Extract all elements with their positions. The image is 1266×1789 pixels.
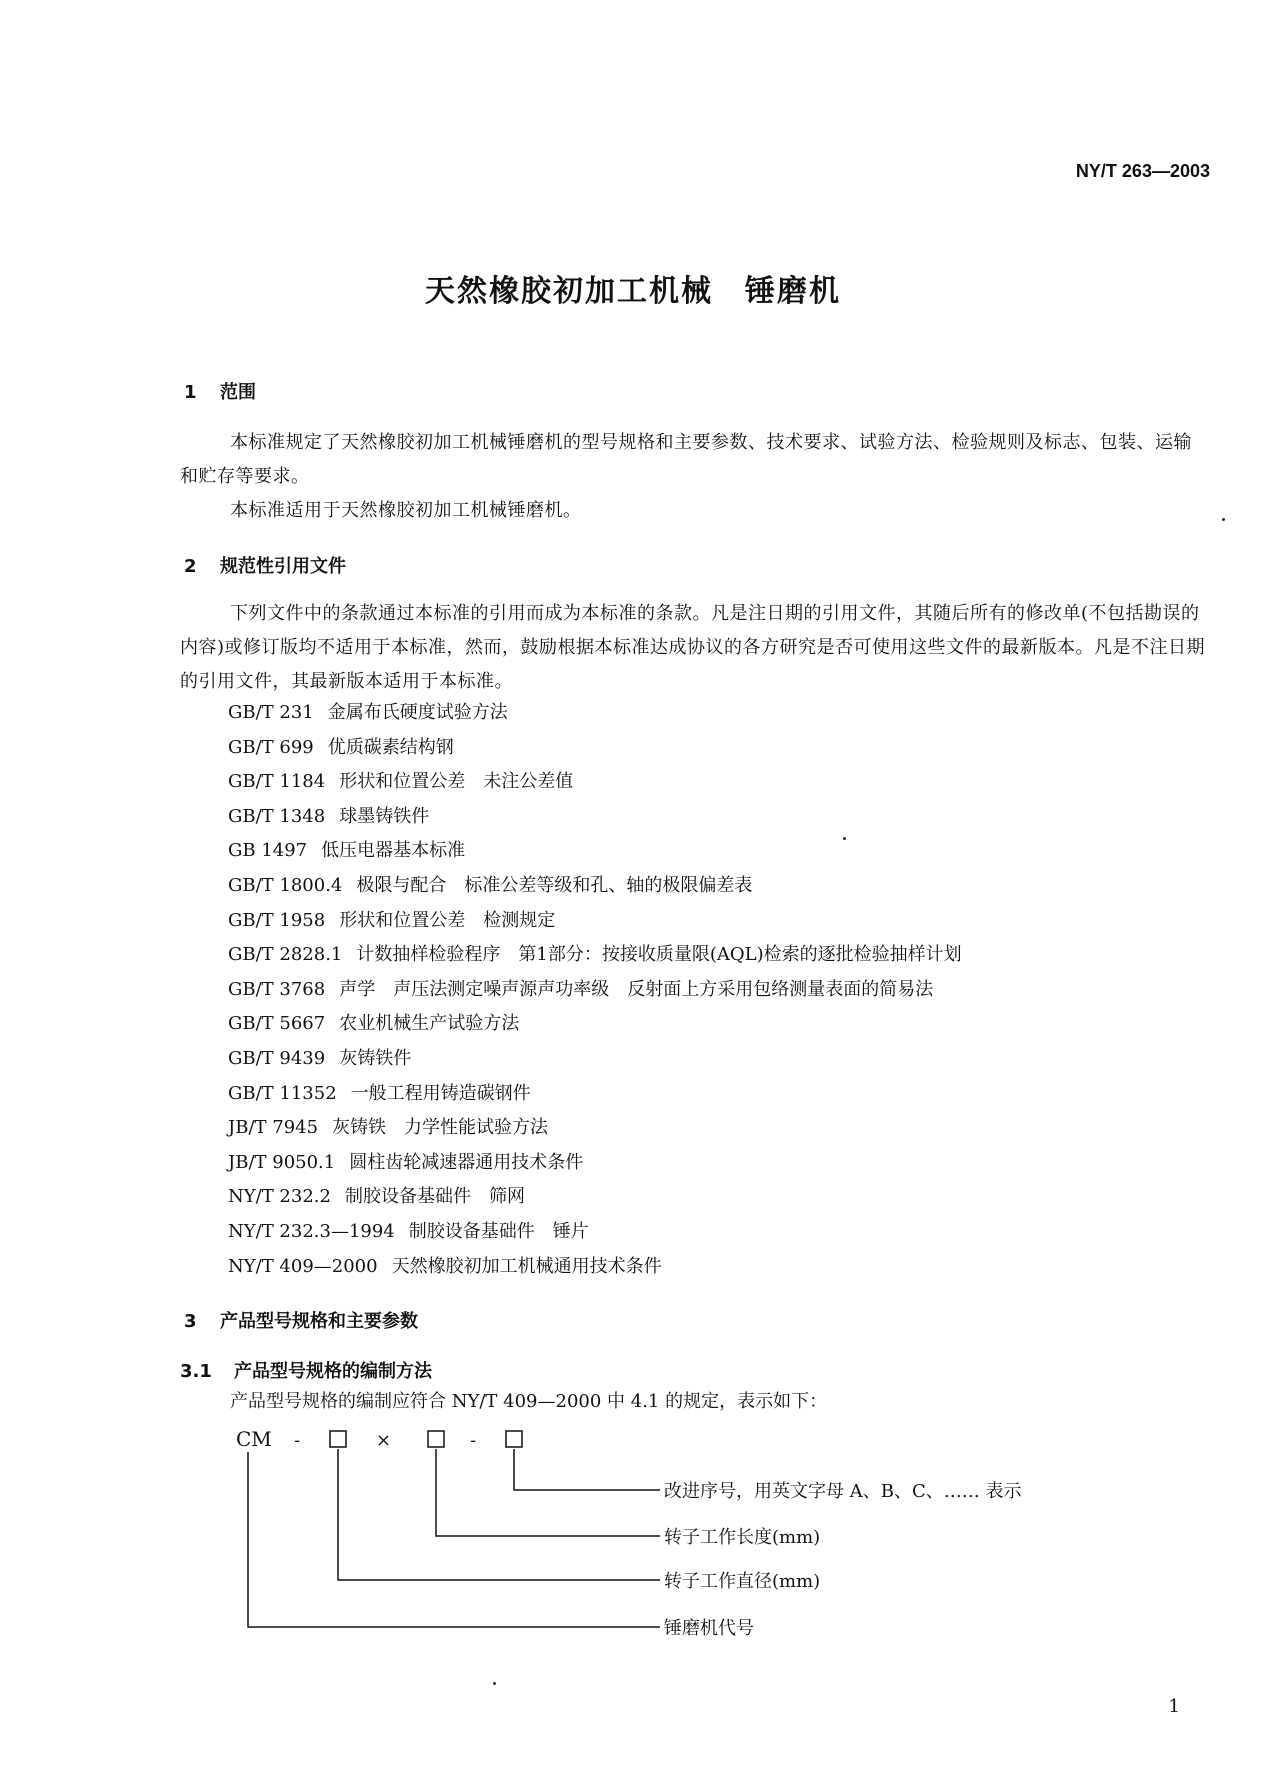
page-number: 1 xyxy=(1168,1696,1180,1717)
reference-code: GB 1497 xyxy=(228,840,308,862)
diagram-label-length: 转子工作长度(mm) xyxy=(664,1527,821,1548)
scan-speck xyxy=(1222,518,1225,521)
leader-line-code xyxy=(248,1452,660,1627)
paragraph: 本标准适用于天然橡胶初加工机械锤磨机。 xyxy=(230,500,582,521)
reference-title: 低压电器基本标准 xyxy=(321,840,466,862)
diagram-separator: - xyxy=(294,1430,301,1451)
document-id: NY/T 263—2003 xyxy=(1075,161,1210,181)
diagram-separator: - xyxy=(470,1430,477,1451)
diagram-label-code: 锤磨机代号 xyxy=(664,1618,754,1639)
reference-title: 球墨铸铁件 xyxy=(339,805,430,827)
reference-code: GB/T 3768 xyxy=(228,978,326,1000)
reference-code: GB/T 1184 xyxy=(228,771,326,793)
leader-line-length xyxy=(436,1449,660,1536)
reference-code: NY/T 232.2 xyxy=(228,1186,331,1208)
reference-code: NY/T 232.3—1994 xyxy=(228,1220,395,1242)
section-number: 1 xyxy=(184,382,197,403)
section-title: 规范性引用文件 xyxy=(220,556,346,577)
paragraph: 本标准规定了天然橡胶初加工机械锤磨机的型号规格和主要参数、技术要求、试验方法、检验规则及标志、包装、运输和贮存等要求。 xyxy=(180,432,1192,487)
scan-speck xyxy=(493,1682,496,1685)
reference-code: GB/T 2828.1 xyxy=(228,944,343,966)
paragraph: 下列文件中的条款通过本标准的引用而成为本标准的条款。凡是注日期的引用文件，其随后所有的修改单(不包括勘误的内容)或修订版均不适用于本标准，然而，鼓励根据本标准达成协议的各方研究是否可使用这些文件的最新版本。凡是不注日期的引用文件，其最新版本适用于本标准。 xyxy=(180,603,1206,692)
diagram-label-revision: 改进序号，用英文字母 A、B、C、…… 表示 xyxy=(664,1481,1022,1502)
leader-line-revision xyxy=(514,1449,660,1490)
section-number: 3 xyxy=(184,1311,197,1332)
reference-title: 极限与配合 标准公差等级和孔、轴的极限偏差表 xyxy=(356,874,753,896)
reference-code: GB/T 699 xyxy=(228,736,314,758)
reference-title: 形状和位置公差 未注公差值 xyxy=(339,771,574,793)
diagram-box-length xyxy=(428,1431,444,1447)
reference-code: JB/T 7945 xyxy=(228,1117,319,1139)
diagram-label-diameter: 转子工作直径(mm) xyxy=(664,1571,821,1592)
reference-title: 金属布氏硬度试验方法 xyxy=(327,702,508,723)
diagram-box-diameter xyxy=(330,1431,346,1447)
reference-title: 制胶设备基础件 锤片 xyxy=(408,1220,589,1242)
reference-title: 一般工程用铸造碳钢件 xyxy=(350,1082,531,1104)
reference-code: GB/T 11352 xyxy=(228,1082,337,1104)
section-title: 产品型号规格的编制方法 xyxy=(234,1361,432,1382)
reference-title: 优质碳素结构钢 xyxy=(327,736,454,758)
reference-title: 形状和位置公差 检测规定 xyxy=(339,909,556,931)
diagram-times: × xyxy=(376,1430,392,1451)
reference-title: 圆柱齿轮减速器通用技术条件 xyxy=(349,1151,584,1173)
reference-code: GB/T 5667 xyxy=(228,1013,326,1035)
reference-code: GB/T 1348 xyxy=(228,805,326,827)
leader-line-diameter xyxy=(338,1449,660,1580)
reference-code: GB/T 231 xyxy=(228,702,314,723)
reference-code: NY/T 409—2000 xyxy=(228,1255,378,1277)
reference-title: 声学 声压法测定噪声源声功率级 反射面上方采用包络测量表面的简易法 xyxy=(339,978,934,1000)
reference-code: GB/T 1800.4 xyxy=(228,874,343,896)
section-3-1-text: 产品型号规格的编制应符合 NY/T 409—2000 中 4.1 的规定，表示如下： xyxy=(230,1391,828,1412)
reference-title: 农业机械生产试验方法 xyxy=(339,1013,520,1035)
section-number: 3.1 xyxy=(180,1361,212,1382)
section-title: 范围 xyxy=(220,382,256,403)
diagram-box-revision xyxy=(506,1431,522,1447)
diagram-code: CM xyxy=(236,1427,272,1451)
reference-code: GB/T 9439 xyxy=(228,1047,326,1069)
reference-title: 天然橡胶初加工机械通用技术条件 xyxy=(391,1255,662,1277)
reference-title: 制胶设备基础件 筛网 xyxy=(344,1186,525,1208)
reference-code: JB/T 9050.1 xyxy=(228,1151,336,1173)
reference-code: GB/T 1958 xyxy=(228,909,326,931)
section-title: 产品型号规格和主要参数 xyxy=(220,1311,418,1332)
reference-title: 灰铸铁件 xyxy=(339,1047,412,1069)
reference-title: 计数抽样检验程序 第1部分：按接收质量限(AQL)检索的逐批检验抽样计划 xyxy=(356,944,962,966)
section-number: 2 xyxy=(184,556,197,577)
scan-speck xyxy=(843,837,846,840)
page-title: 天然橡胶初加工机械 锤磨机 xyxy=(425,274,841,309)
reference-title: 灰铸铁 力学性能试验方法 xyxy=(332,1117,549,1139)
